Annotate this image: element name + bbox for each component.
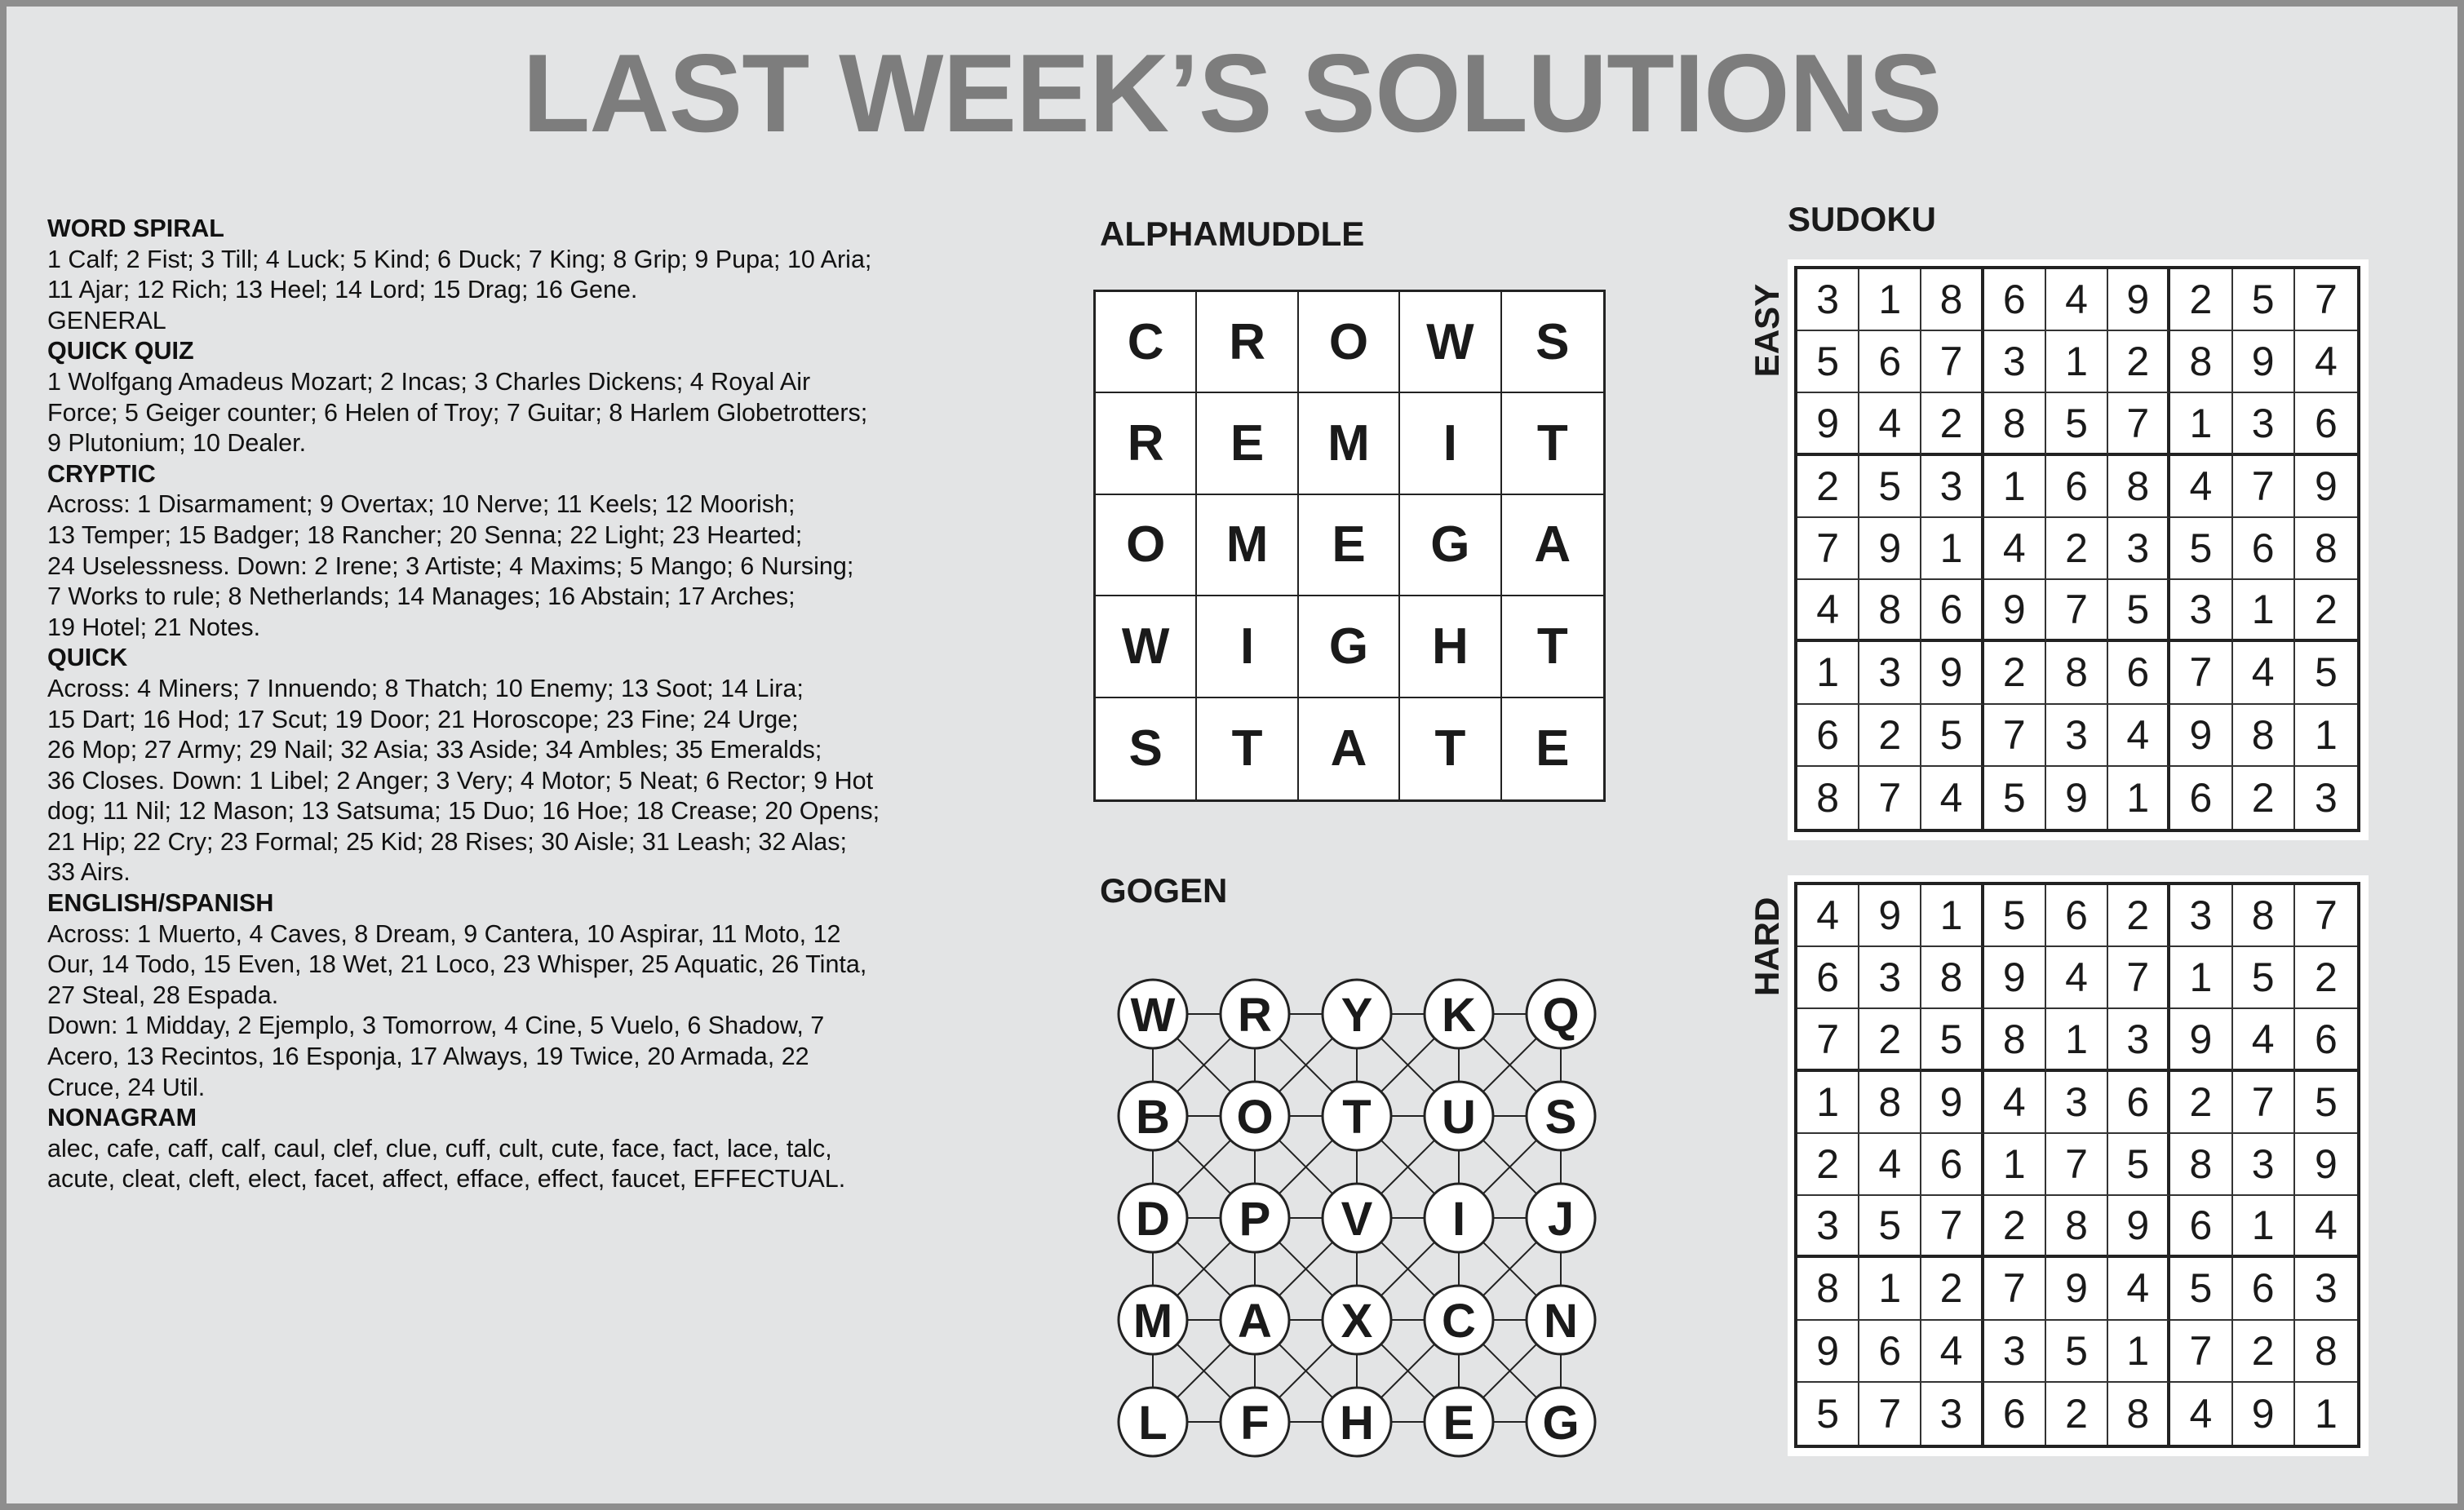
sudoku-hard-cell: 6: [1921, 1134, 1983, 1196]
sudoku-easy-cell: 5: [2295, 642, 2357, 704]
clue-line: 15 Dart; 16 Hod; 17 Scut; 19 Door; 21 Horoscope; 23 Fine; 24 Urge;: [47, 705, 799, 733]
sudoku-easy-cell: 8: [2170, 331, 2232, 393]
gogen-letter: I: [1451, 1193, 1466, 1246]
sudoku-hard-cell: 5: [2233, 947, 2295, 1009]
sudoku-hard-cell: 1: [1859, 1258, 1921, 1320]
sudoku-hard-cell: 4: [2295, 1196, 2357, 1258]
sudoku-hard-cell: 8: [2295, 1321, 2357, 1383]
sudoku-easy-cell: 6: [1797, 705, 1859, 767]
clue-line: 13 Temper; 15 Badger; 18 Rancher; 20 Senna; 22 Light; 23 Hearted;: [47, 520, 803, 549]
sudoku-hard-cell: 7: [1921, 1196, 1983, 1258]
sudoku-hard-cell: 9: [2046, 1258, 2108, 1320]
sudoku-easy-cell: 4: [1859, 393, 1921, 455]
sudoku-hard-cell: 8: [2108, 1383, 2170, 1445]
gogen-letter: B: [1136, 1091, 1170, 1144]
sudoku-hard-panel: [1788, 875, 2369, 1456]
alphamuddle-cell: A: [1502, 495, 1603, 596]
alphamuddle-cell: M: [1299, 393, 1400, 494]
sudoku-easy-cell: 9: [1921, 642, 1983, 704]
clue-heading: ENGLISH/SPANISH: [47, 889, 274, 918]
sudoku-hard-cell: 9: [2233, 1383, 2295, 1445]
gogen-letter: F: [1240, 1397, 1270, 1450]
sudoku-easy-cell: 5: [2108, 580, 2170, 642]
sudoku-easy-cell: 3: [2046, 705, 2108, 767]
sudoku-easy-cell: 4: [1797, 580, 1859, 642]
gogen-label: GOGEN: [1100, 871, 1228, 910]
clue-line: 21 Hip; 22 Cry; 23 Formal; 25 Kid; 28 Rises; 30 Aisle; 31 Leash; 32 Alas;: [47, 827, 847, 856]
sudoku-easy-cell: 8: [2046, 642, 2108, 704]
sudoku-easy-cell: 5: [2046, 393, 2108, 455]
sudoku-easy-cell: 2: [1859, 705, 1921, 767]
clue-heading: NONAGRAM: [47, 1104, 197, 1132]
clue-line: 36 Closes. Down: 1 Libel; 2 Anger; 3 Very; 4 Motor; 5 Neat; 6 Rector; 9 Hot: [47, 766, 874, 795]
alphamuddle-cell: H: [1400, 596, 1501, 697]
alphamuddle-cell: O: [1096, 495, 1197, 596]
sudoku-hard-cell: 1: [1797, 1072, 1859, 1134]
alphamuddle-cell: R: [1096, 393, 1197, 494]
clue-line: Across: 1 Disarmament; 9 Overtax; 10 Nerve; 11 Keels; 12 Moorish;: [47, 490, 795, 519]
sudoku-hard-cell: 1: [1921, 885, 1983, 947]
sudoku-easy-cell: 1: [1921, 518, 1983, 580]
sudoku-easy-cell: 4: [2108, 705, 2170, 767]
sudoku-hard-cell: 3: [1984, 1321, 2046, 1383]
alphamuddle-cell: I: [1400, 393, 1501, 494]
alphamuddle-cell: W: [1400, 292, 1501, 393]
sudoku-easy-cell: 4: [2233, 642, 2295, 704]
alphamuddle-cell: T: [1197, 698, 1298, 799]
alphamuddle-cell: E: [1536, 720, 1570, 777]
gogen-letter: T: [1342, 1091, 1372, 1144]
sudoku-hard-cell: 9: [2170, 1009, 2232, 1071]
sudoku-easy-cell: 3: [2233, 393, 2295, 455]
sudoku-hard-cell: 6: [1859, 1321, 1921, 1383]
sudoku-hard-cell: 9: [1797, 1321, 1859, 1383]
sudoku-easy-cell: 8: [2108, 456, 2170, 518]
sudoku-easy-cell: 9: [2295, 456, 2357, 518]
sudoku-hard-cell: 7: [1859, 1383, 1921, 1445]
sudoku-easy-cell: 7: [2046, 580, 2108, 642]
sudoku-easy-cell: 3: [1797, 269, 1859, 331]
solutions-page: [7, 7, 2457, 1503]
clue-line: 9 Plutonium; 10 Dealer.: [47, 429, 307, 458]
sudoku-hard-cell: 2: [2170, 1072, 2232, 1134]
clue-line: 33 Airs.: [47, 858, 131, 887]
sudoku-easy-cell: 5: [2170, 518, 2232, 580]
sudoku-hard-cell: 7: [2046, 1134, 2108, 1196]
sudoku-hard-cell: 8: [1859, 1072, 1921, 1134]
sudoku-hard-cell: 1: [2233, 1196, 2295, 1258]
sudoku-hard-cell: 4: [2233, 1009, 2295, 1071]
clue-line: 7 Works to rule; 8 Netherlands; 14 Manages; 16 Abstain; 17 Arches;: [47, 582, 795, 611]
alphamuddle-cell: I: [1197, 596, 1298, 697]
sudoku-easy-cell: 4: [2046, 269, 2108, 331]
sudoku-hard-cell: 3: [1921, 1383, 1983, 1445]
alphamuddle-cell: R: [1197, 292, 1298, 393]
sudoku-easy-cell: 8: [1859, 580, 1921, 642]
sudoku-hard-cell: 1: [2170, 947, 2232, 1009]
sudoku-hard-cell: 2: [2295, 947, 2357, 1009]
alphamuddle-cell: G: [1299, 596, 1400, 697]
alphamuddle-label: ALPHAMUDDLE: [1100, 215, 1365, 253]
sudoku-hard-cell: 6: [2295, 1009, 2357, 1071]
sudoku-easy-grid: [1794, 266, 2360, 832]
sudoku-easy-cell: 5: [1984, 767, 2046, 829]
sudoku-easy-cell: 2: [1797, 456, 1859, 518]
sudoku-hard-cell: 8: [1797, 1258, 1859, 1320]
sudoku-easy-cell: 2: [1921, 393, 1983, 455]
sudoku-hard-cell: 4: [1797, 885, 1859, 947]
gogen-letter: M: [1132, 1295, 1173, 1348]
alphamuddle-cell: C: [1096, 292, 1197, 393]
clue-line: Across: 4 Miners; 7 Innuendo; 8 Thatch; 10 Enemy; 13 Soot; 14 Lira;: [47, 674, 804, 702]
sudoku-easy-cell: 9: [2046, 767, 2108, 829]
sudoku-hard-cell: 4: [1984, 1072, 2046, 1134]
clue-line: 24 Uselessness. Down: 2 Irene; 3 Artiste; 4 Maxims; 5 Mango; 6 Nursing;: [47, 551, 854, 580]
sudoku-hard-cell: 2: [1921, 1258, 1983, 1320]
sudoku-hard-cell: 1: [2046, 1009, 2108, 1071]
clue-line: 19 Hotel; 21 Notes.: [47, 613, 261, 641]
sudoku-easy-cell: 3: [2170, 580, 2232, 642]
sudoku-hard-cell: 3: [2108, 1009, 2170, 1071]
sudoku-easy-cell: 8: [1921, 269, 1983, 331]
sudoku-easy-cell: 7: [2108, 393, 2170, 455]
sudoku-easy-cell: 1: [2108, 767, 2170, 829]
sudoku-hard-cell: 4: [2108, 1258, 2170, 1320]
sudoku-hard-cell: 6: [2046, 885, 2108, 947]
alphamuddle-cell: O: [1299, 292, 1400, 393]
clue-solutions-text: [47, 214, 1018, 1195]
alphamuddle-cell: A: [1299, 698, 1400, 799]
gogen-letter: A: [1238, 1295, 1272, 1348]
sudoku-hard-cell: 6: [1984, 1383, 2046, 1445]
gogen-letter: X: [1341, 1295, 1373, 1348]
gogen-letter: K: [1442, 989, 1476, 1042]
sudoku-easy-cell: 8: [1797, 767, 1859, 829]
sudoku-easy-cell: 5: [1921, 705, 1983, 767]
sudoku-hard-cell: 5: [2046, 1321, 2108, 1383]
sudoku-easy-cell: 9: [2233, 331, 2295, 393]
sudoku-hard-cell: 3: [2295, 1258, 2357, 1320]
clue-line: 1 Calf; 2 Fist; 3 Till; 4 Luck; 5 Kind; 6 Duck; 7 King; 8 Grip; 9 Pupa; 10 Aria;: [47, 245, 872, 273]
sudoku-easy-cell: 9: [1859, 518, 1921, 580]
alphamuddle-cell: G: [1400, 495, 1501, 596]
sudoku-hard-cell: 7: [1984, 1258, 2046, 1320]
sudoku-hard-cell: 3: [2233, 1134, 2295, 1196]
sudoku-hard-cell: 8: [2233, 885, 2295, 947]
sudoku-hard-cell: 9: [1921, 1072, 1983, 1134]
sudoku-hard-grid: [1794, 882, 2360, 1448]
clue-line: Across: 1 Muerto, 4 Caves, 8 Dream, 9 Cantera, 10 Aspirar, 11 Moto, 12: [47, 919, 841, 948]
sudoku-easy-cell: 2: [2233, 767, 2295, 829]
sudoku-easy-cell: 7: [1859, 767, 1921, 829]
sudoku-hard-label: HARD: [1748, 897, 1786, 996]
sudoku-hard-cell: 1: [2314, 1390, 2338, 1437]
clue-line: GENERAL: [47, 306, 166, 334]
sudoku-easy-cell: 6: [1984, 269, 2046, 331]
clue-line: Our, 14 Todo, 15 Even, 18 Wet, 21 Loco, 23 Whisper, 25 Aquatic, 26 Tinta,: [47, 950, 867, 979]
sudoku-hard-cell: 2: [1859, 1009, 1921, 1071]
sudoku-easy-cell: 3: [1921, 456, 1983, 518]
sudoku-hard-cell: 6: [2170, 1196, 2232, 1258]
sudoku-easy-cell: 5: [1797, 331, 1859, 393]
sudoku-easy-cell: 8: [2295, 518, 2357, 580]
gogen-letter: R: [1238, 989, 1272, 1042]
sudoku-hard-cell: 4: [2046, 947, 2108, 1009]
sudoku-easy-cell: 5: [2233, 269, 2295, 331]
sudoku-easy-cell: 1: [1859, 269, 1921, 331]
sudoku-hard-cell: 2: [2233, 1321, 2295, 1383]
sudoku-hard-cell: 8: [2170, 1134, 2232, 1196]
sudoku-easy-cell: 1: [1797, 642, 1859, 704]
sudoku-hard-cell: 7: [1797, 1009, 1859, 1071]
sudoku-hard-cell: 1: [2108, 1321, 2170, 1383]
sudoku-easy-cell: 6: [2295, 393, 2357, 455]
sudoku-hard-cell: 7: [2170, 1321, 2232, 1383]
sudoku-easy-label: EASY: [1748, 283, 1786, 378]
sudoku-easy-cell: 6: [2233, 518, 2295, 580]
gogen-letter: W: [1130, 989, 1176, 1042]
gogen-grid: [1067, 928, 1606, 1467]
sudoku-easy-cell: 4: [2170, 456, 2232, 518]
gogen-letter: G: [1542, 1397, 1580, 1450]
sudoku-easy-cell: 1: [2295, 705, 2357, 767]
sudoku-hard-cell: 6: [1797, 947, 1859, 1009]
sudoku-easy-cell: 7: [2295, 269, 2357, 331]
alphamuddle-cell: S: [1502, 292, 1603, 393]
sudoku-hard-cell: 2: [1797, 1134, 1859, 1196]
sudoku-hard-cell: 4: [1859, 1134, 1921, 1196]
alphamuddle-cell: M: [1197, 495, 1298, 596]
sudoku-hard-cell: 5: [1984, 885, 2046, 947]
alphamuddle-grid: [1093, 290, 1606, 802]
clue-line: Acero, 13 Recintos, 16 Esponja, 17 Always, 19 Twice, 20 Armada, 22: [47, 1043, 809, 1071]
sudoku-easy-cell: 9: [1984, 580, 2046, 642]
gogen-letter: C: [1442, 1295, 1476, 1348]
sudoku-hard-cell: 8: [1921, 947, 1983, 1009]
sudoku-easy-cell: 6: [2046, 456, 2108, 518]
gogen-letter: J: [1547, 1193, 1575, 1246]
alphamuddle-cell: S: [1096, 698, 1197, 799]
clue-line: Down: 1 Midday, 2 Ejemplo, 3 Tomorrow, 4 Cine, 5 Vuelo, 6 Shadow, 7: [47, 1012, 825, 1040]
sudoku-easy-cell: 2: [2108, 331, 2170, 393]
sudoku-easy-cell: 1: [1984, 456, 2046, 518]
sudoku-easy-cell: 7: [2233, 456, 2295, 518]
clue-heading: WORD SPIRAL: [47, 215, 224, 242]
sudoku-hard-cell: 1: [1984, 1134, 2046, 1196]
sudoku-easy-cell: 2: [1984, 642, 2046, 704]
sudoku-hard-cell: 9: [2295, 1134, 2357, 1196]
sudoku-hard-cell: 7: [2295, 885, 2357, 947]
sudoku-hard-cell: 9: [1984, 947, 2046, 1009]
sudoku-hard-cell: 5: [2108, 1134, 2170, 1196]
sudoku-easy-cell: 6: [2170, 767, 2232, 829]
alphamuddle-cell: T: [1502, 596, 1603, 697]
sudoku-easy-cell: 5: [1859, 456, 1921, 518]
clue-heading: CRYPTIC: [47, 459, 156, 488]
sudoku-easy-cell: 8: [2233, 705, 2295, 767]
sudoku-easy-cell: 9: [1797, 393, 1859, 455]
gogen-letter: D: [1136, 1193, 1170, 1246]
sudoku-hard-cell: 9: [2108, 1196, 2170, 1258]
clue-line: 1 Wolfgang Amadeus Mozart; 2 Incas; 3 Charles Dickens; 4 Royal Air: [47, 367, 811, 396]
gogen-letter: U: [1442, 1091, 1476, 1144]
alphamuddle-cell: W: [1096, 596, 1197, 697]
gogen-letter: H: [1340, 1397, 1374, 1450]
alphamuddle-cell: E: [1299, 495, 1400, 596]
sudoku-hard-cell: 7: [2233, 1072, 2295, 1134]
sudoku-easy-cell: 4: [1921, 767, 1983, 829]
sudoku-hard-cell: 4: [1921, 1321, 1983, 1383]
sudoku-hard-cell: 2: [2046, 1383, 2108, 1445]
clue-line: Cruce, 24 Util.: [47, 1073, 206, 1101]
sudoku-hard-cell: 2: [1984, 1196, 2046, 1258]
sudoku-hard-cell: 4: [2170, 1383, 2232, 1445]
sudoku-easy-cell: 6: [1859, 331, 1921, 393]
sudoku-easy-cell: 1: [2046, 331, 2108, 393]
page-title: LAST WEEK’S SOLUTIONS: [522, 31, 1942, 155]
sudoku-easy-cell: 7: [1984, 705, 2046, 767]
sudoku-hard-cell: 5: [2170, 1258, 2232, 1320]
sudoku-easy-cell: 3: [2314, 774, 2338, 821]
sudoku-easy-cell: 2: [2170, 269, 2232, 331]
alphamuddle-cell: T: [1400, 698, 1501, 799]
gogen-letter: S: [1544, 1091, 1577, 1144]
clue-heading: QUICK: [47, 644, 128, 672]
sudoku-hard-cell: 5: [2295, 1072, 2357, 1134]
clue-line: dog; 11 Nil; 12 Mason; 13 Satsuma; 15 Duo; 16 Hoe; 18 Crease; 20 Opens;: [47, 797, 880, 826]
sudoku-hard-cell: 6: [2108, 1072, 2170, 1134]
clue-line: acute, cleat, cleft, elect, facet, affect, efface, effect, faucet, EFFECTUAL.: [47, 1165, 846, 1193]
gogen-letter: E: [1443, 1397, 1475, 1450]
sudoku-label: SUDOKU: [1788, 200, 1937, 238]
sudoku-easy-cell: 6: [1921, 580, 1983, 642]
sudoku-easy-cell: 8: [1984, 393, 2046, 455]
sudoku-easy-panel: [1788, 259, 2369, 840]
sudoku-easy-cell: 4: [2295, 331, 2357, 393]
clue-heading: QUICK QUIZ: [47, 337, 194, 365]
gogen-letter: P: [1239, 1193, 1271, 1246]
sudoku-hard-cell: 5: [1859, 1196, 1921, 1258]
sudoku-hard-cell: 3: [1797, 1196, 1859, 1258]
sudoku-hard-cell: 3: [1859, 947, 1921, 1009]
clue-line: 11 Ajar; 12 Rich; 13 Heel; 14 Lord; 15 Drag; 16 Gene.: [47, 276, 638, 304]
alphamuddle-cell: T: [1502, 393, 1603, 494]
sudoku-easy-cell: 9: [2108, 269, 2170, 331]
clue-line: 26 Mop; 27 Army; 29 Nail; 32 Asia; 33 Aside; 34 Ambles; 35 Emeralds;: [47, 736, 822, 764]
sudoku-easy-cell: 2: [2046, 518, 2108, 580]
gogen-letter: O: [1236, 1091, 1274, 1144]
sudoku-easy-cell: 4: [1984, 518, 2046, 580]
sudoku-hard-cell: 6: [2233, 1258, 2295, 1320]
sudoku-easy-cell: 3: [1984, 331, 2046, 393]
sudoku-easy-cell: 7: [2170, 642, 2232, 704]
sudoku-hard-cell: 3: [2046, 1072, 2108, 1134]
sudoku-hard-cell: 8: [2046, 1196, 2108, 1258]
clue-line: alec, cafe, caff, calf, caul, clef, clue, cuff, cult, cute, face, fact, lace, talc,: [47, 1134, 832, 1162]
sudoku-easy-cell: 7: [1921, 331, 1983, 393]
clue-line: 27 Steal, 28 Espada.: [47, 981, 279, 1009]
sudoku-easy-cell: 3: [1859, 642, 1921, 704]
gogen-letter: Y: [1341, 989, 1373, 1042]
sudoku-hard-cell: 5: [1797, 1383, 1859, 1445]
clue-line: Force; 5 Geiger counter; 6 Helen of Troy; 7 Guitar; 8 Harlem Globetrotters;: [47, 398, 868, 427]
sudoku-easy-cell: 1: [2233, 580, 2295, 642]
gogen-letter: L: [1138, 1397, 1168, 1450]
sudoku-easy-cell: 2: [2295, 580, 2357, 642]
sudoku-hard-cell: 3: [2170, 885, 2232, 947]
sudoku-easy-cell: 7: [1797, 518, 1859, 580]
alphamuddle-cell: E: [1197, 393, 1298, 494]
sudoku-hard-cell: 2: [2108, 885, 2170, 947]
gogen-letter: Q: [1542, 989, 1580, 1042]
sudoku-easy-cell: 6: [2108, 642, 2170, 704]
sudoku-hard-cell: 7: [2108, 947, 2170, 1009]
sudoku-easy-cell: 3: [2108, 518, 2170, 580]
sudoku-hard-cell: 5: [1921, 1009, 1983, 1071]
sudoku-easy-cell: 1: [2170, 393, 2232, 455]
sudoku-hard-cell: 9: [1859, 885, 1921, 947]
sudoku-hard-cell: 8: [1984, 1009, 2046, 1071]
gogen-letter: N: [1544, 1295, 1578, 1348]
gogen-letter: V: [1341, 1193, 1373, 1246]
sudoku-easy-cell: 9: [2170, 705, 2232, 767]
